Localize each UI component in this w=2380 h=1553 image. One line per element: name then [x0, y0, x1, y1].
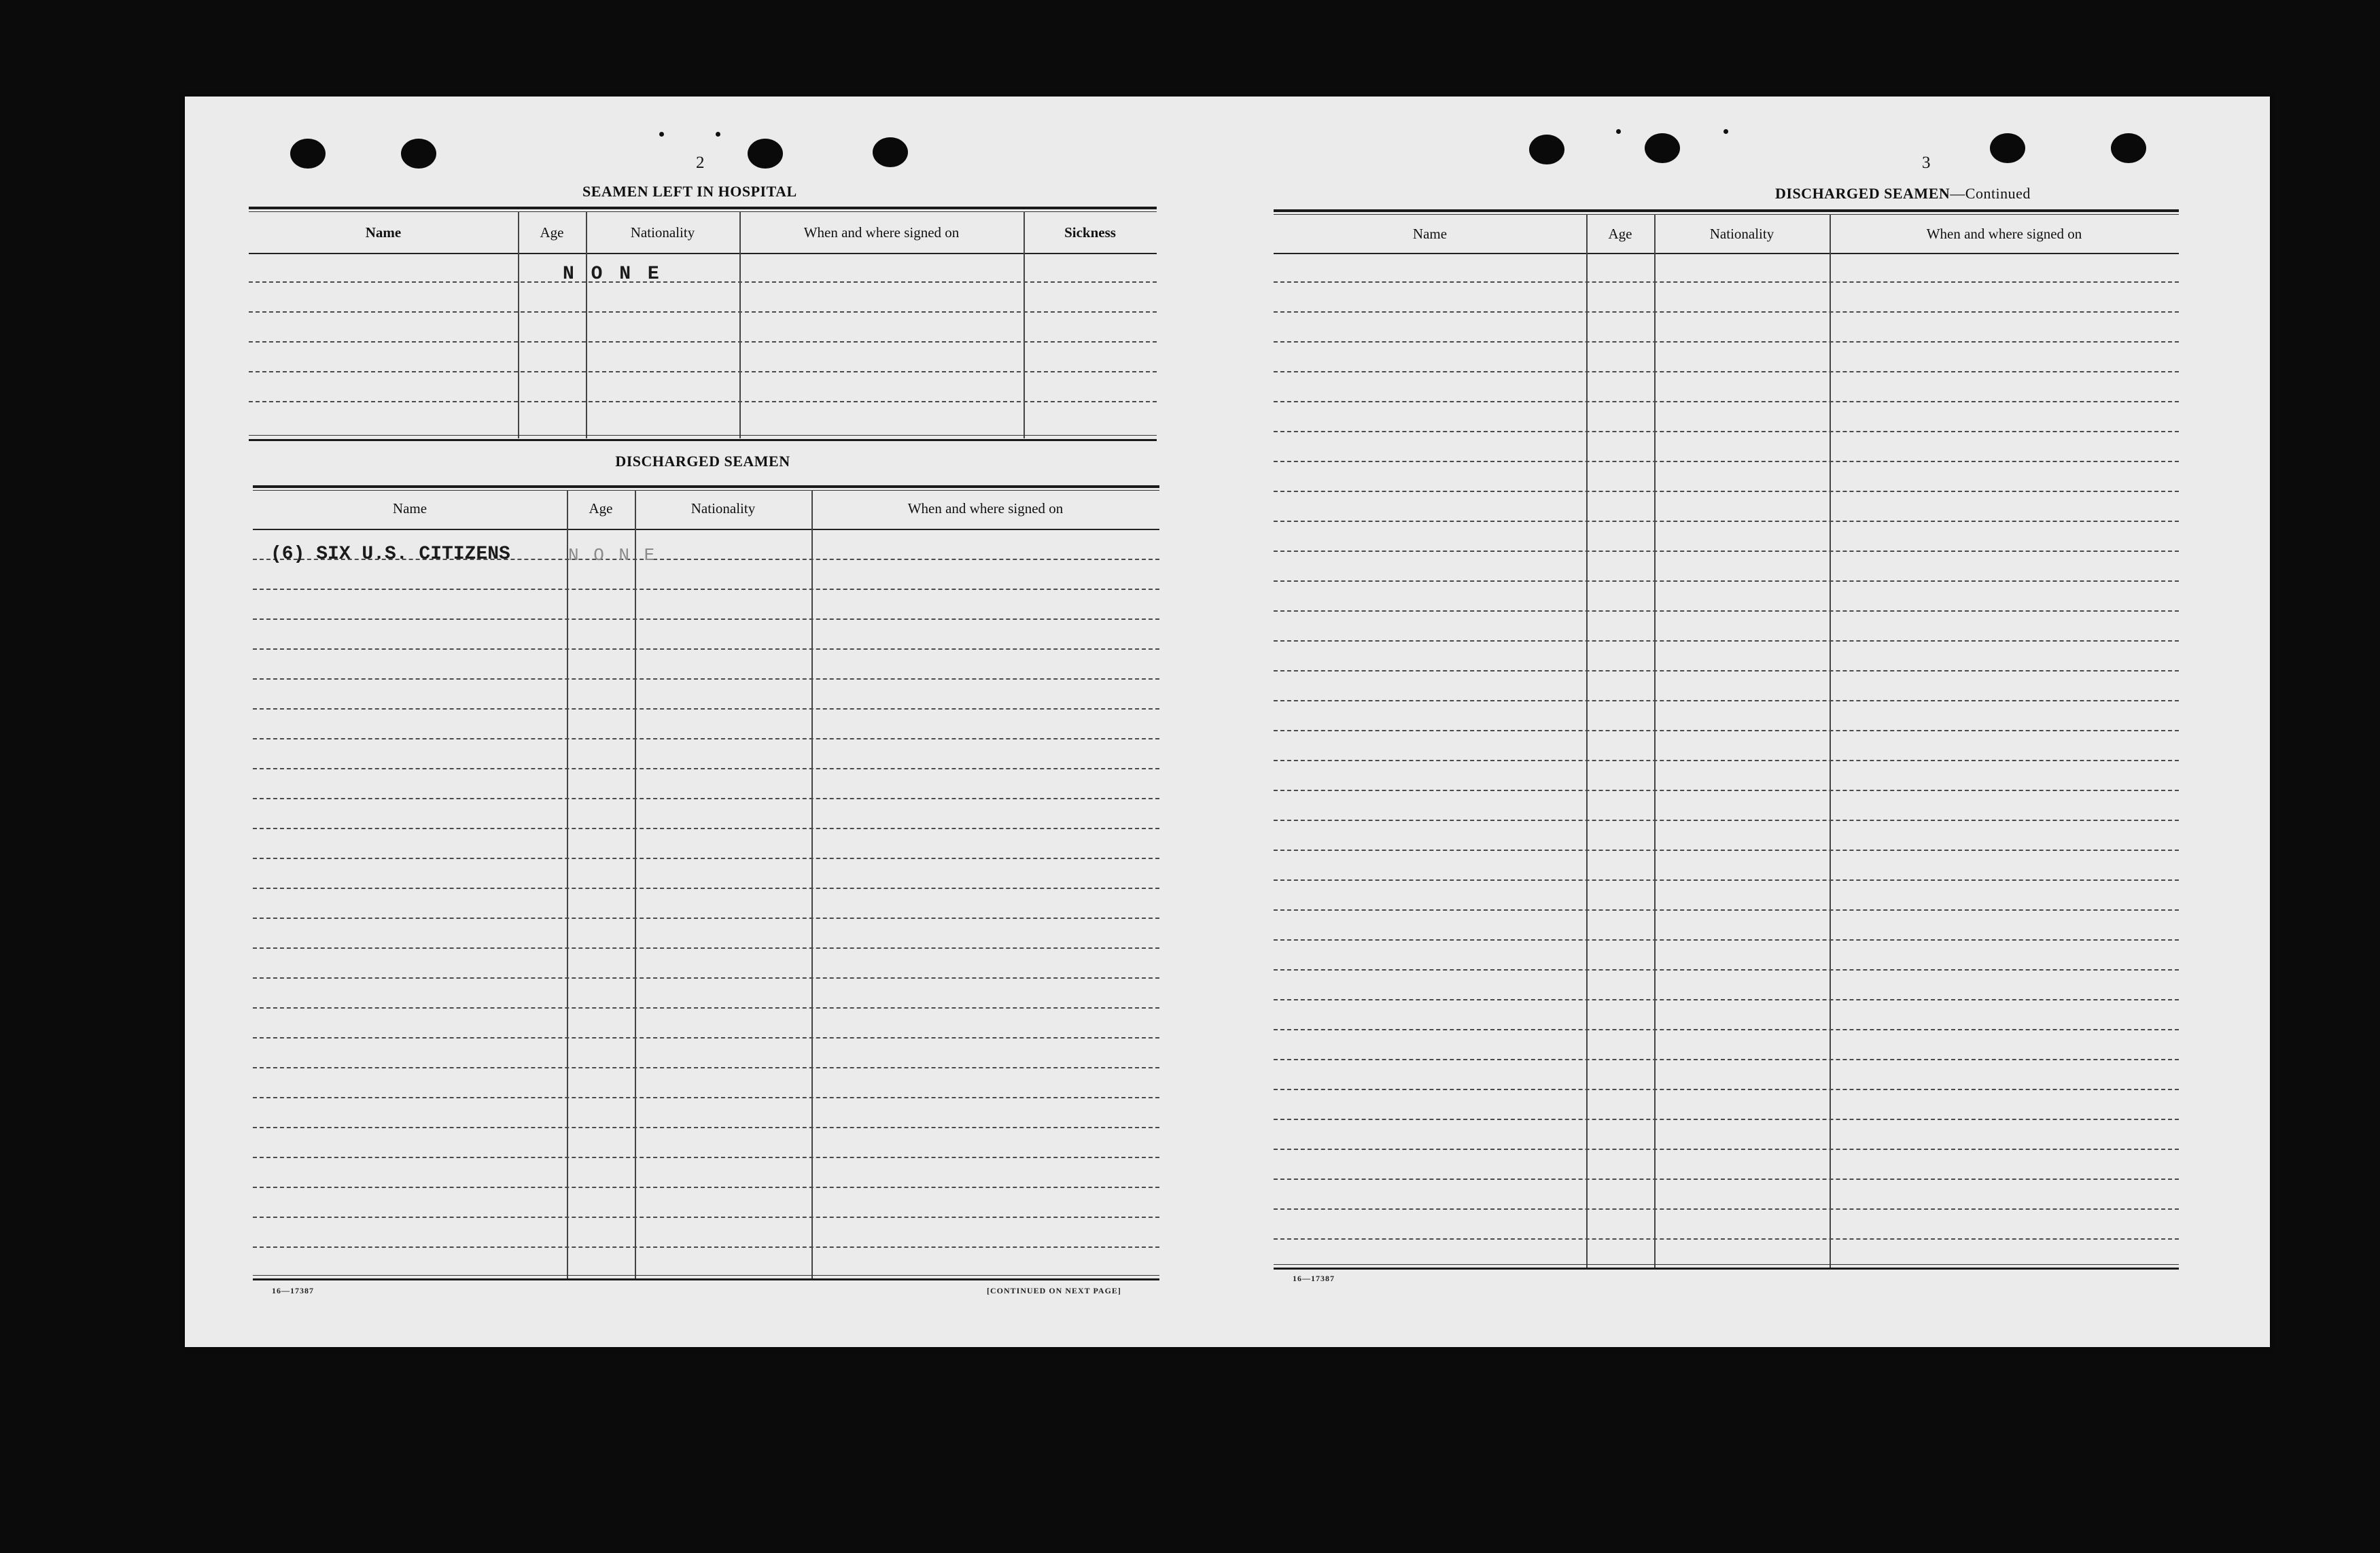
punch-hole: [873, 137, 908, 167]
form-number: 16—17387: [272, 1286, 314, 1295]
punch-hole: [1990, 133, 2025, 163]
col-header-nationality: Nationality: [690, 500, 756, 517]
col-header-name: Name: [392, 500, 427, 517]
footer-note: [CONTINUED ON NEXT PAGE]: [987, 1286, 1121, 1295]
col-header-age: Age: [589, 500, 613, 517]
punch-hole: [1529, 135, 1564, 164]
speck: [1616, 129, 1621, 134]
page-number: 3: [1922, 154, 1931, 172]
section-title-hospital: SEAMEN LEFT IN HOSPITAL: [582, 183, 797, 200]
col-header-signed-on: When and where signed on: [803, 224, 960, 241]
speck: [659, 132, 664, 137]
right-page: [1227, 97, 2270, 1347]
discharged-continued-table: [1274, 209, 2179, 1270]
col-header-age: Age: [540, 224, 564, 241]
discharged-entry-age: N O N E: [568, 545, 657, 565]
speck: [716, 132, 720, 137]
col-header-signed-on: When and where signed on: [1926, 226, 2082, 242]
col-header-nationality: Nationality: [630, 224, 695, 241]
punch-hole: [748, 139, 783, 169]
left-page: [185, 97, 1227, 1347]
punch-hole: [290, 139, 326, 169]
col-header-signed-on: When and where signed on: [907, 500, 1064, 517]
section-title-discharged: DISCHARGED SEAMEN: [615, 453, 790, 470]
col-header-sickness: Sickness: [1064, 224, 1116, 241]
col-header-name: Name: [365, 224, 402, 241]
page-number: 2: [696, 154, 705, 172]
form-number: 16—17387: [1293, 1274, 1335, 1283]
discharged-table: [253, 485, 1159, 1382]
col-header-name: Name: [1412, 226, 1448, 242]
title-main: DISCHARGED SEAMEN: [1775, 185, 1950, 202]
col-header-nationality: Nationality: [1709, 226, 1774, 242]
document-paper: [185, 97, 2270, 1347]
speck: [1723, 129, 1728, 134]
col-header-age: Age: [1608, 226, 1632, 242]
discharged-entry-name: (6) SIX U.S. CITIZENS: [270, 544, 510, 565]
section-title-discharged-continued: [1775, 185, 2031, 203]
punch-hole: [401, 139, 436, 169]
punch-hole: [1645, 133, 1680, 163]
title-suffix: —Continued: [1950, 185, 2031, 202]
hospital-none-entry: N O N E: [563, 264, 662, 285]
punch-hole: [2111, 133, 2146, 163]
